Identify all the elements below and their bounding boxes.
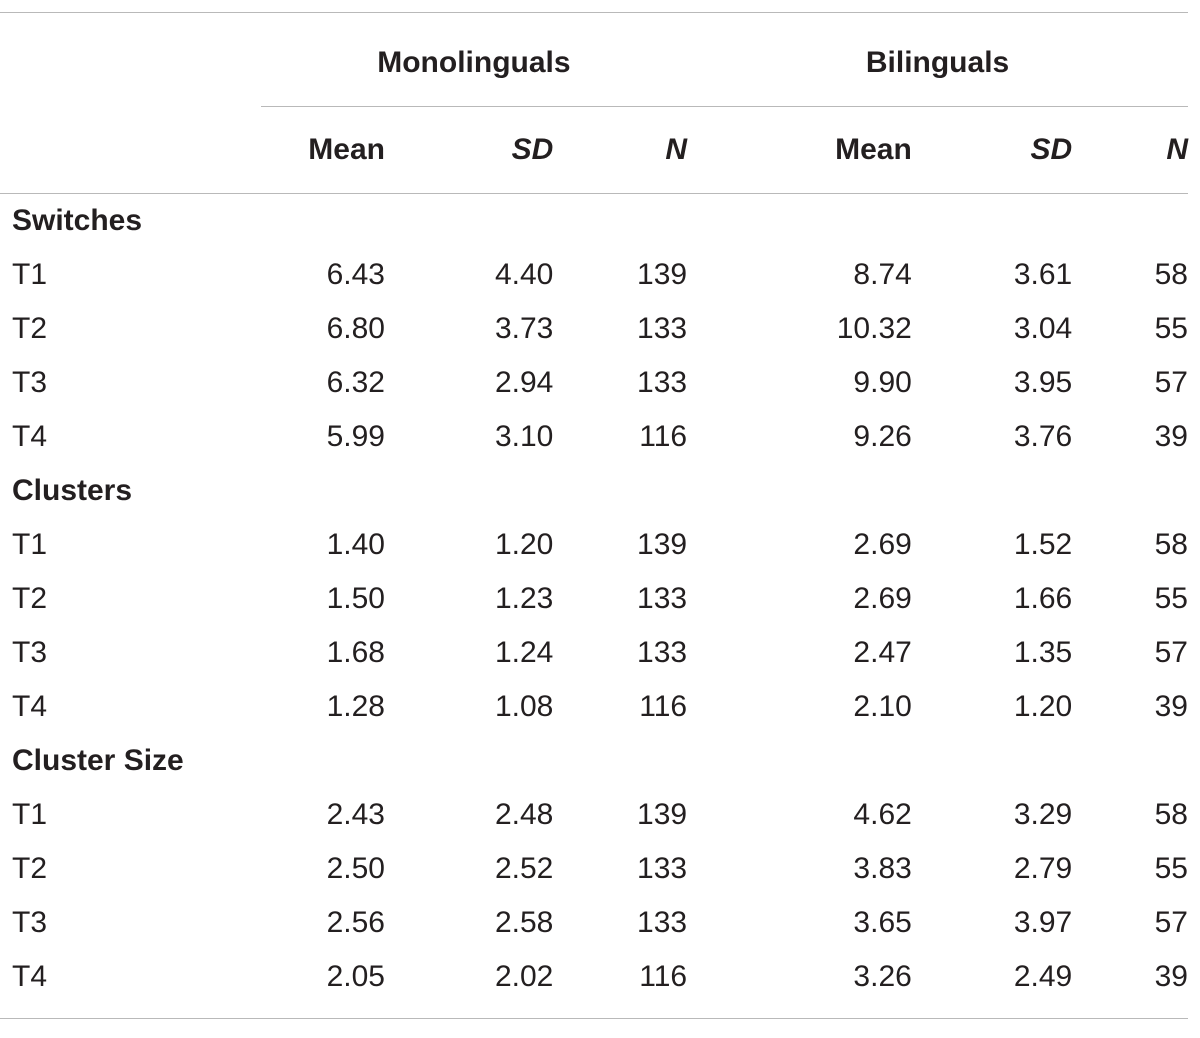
cell-bi-sd: 1.20 xyxy=(1013,690,1073,723)
cell-mono-n: 139 xyxy=(637,258,688,291)
cell-bi-sd: 2.49 xyxy=(1013,960,1073,993)
table-row xyxy=(0,626,1188,680)
cell-bi-sd: 2.79 xyxy=(1013,852,1073,885)
cell-mono-mean: 6.43 xyxy=(326,258,385,291)
cell-bi-mean: 9.26 xyxy=(853,420,912,453)
cell-bi-mean: 9.90 xyxy=(853,366,912,399)
cell-mono-n: 133 xyxy=(637,582,688,615)
column-header-row xyxy=(0,107,1188,194)
cell-bi-sd: 1.66 xyxy=(1013,582,1073,615)
empty-label-header xyxy=(0,107,261,194)
table-row xyxy=(0,788,1188,842)
cell-bi-n: 39 xyxy=(1154,960,1188,993)
cell-bi-n: 57 xyxy=(1154,366,1188,399)
section-title: Cluster Size xyxy=(12,744,184,777)
cell-mono-sd: 1.23 xyxy=(494,582,554,615)
cell-mono-mean: 2.43 xyxy=(326,798,385,831)
cell-bi-n: 55 xyxy=(1154,582,1188,615)
cell-bi-sd: 1.35 xyxy=(1013,636,1073,669)
cell-bi-mean: 2.69 xyxy=(853,582,912,615)
bottom-rule xyxy=(0,1004,1188,1019)
cell-bi-n: 58 xyxy=(1154,798,1188,831)
table-row xyxy=(0,410,1188,464)
cell-bi-mean: 2.69 xyxy=(853,528,912,561)
section-header-row xyxy=(0,194,1188,249)
group-header-monolinguals: Monolinguals xyxy=(261,13,687,107)
table-row xyxy=(0,896,1188,950)
row-label: T1 xyxy=(12,528,48,561)
table-header xyxy=(0,13,1188,194)
cell-mono-n: 116 xyxy=(639,690,688,723)
empty-corner-cell xyxy=(0,13,261,107)
row-label: T3 xyxy=(12,636,48,669)
group-header-row xyxy=(0,13,1188,107)
table-body xyxy=(0,194,1188,1019)
cell-mono-sd: 3.73 xyxy=(494,312,554,345)
row-label: T2 xyxy=(12,582,48,615)
table-row xyxy=(0,950,1188,1004)
column-header-bi-sd: SD xyxy=(912,107,1072,194)
cell-mono-n: 133 xyxy=(637,636,688,669)
row-label: T1 xyxy=(12,258,48,291)
cell-bi-mean: 2.10 xyxy=(853,690,912,723)
row-label: T3 xyxy=(12,366,48,399)
cell-bi-n: 39 xyxy=(1154,420,1188,453)
cell-bi-n: 58 xyxy=(1154,258,1188,291)
cell-mono-n: 116 xyxy=(639,420,688,453)
table-row xyxy=(0,356,1188,410)
cell-mono-mean: 1.50 xyxy=(326,582,385,615)
cell-mono-n: 133 xyxy=(637,312,688,345)
table-row xyxy=(0,248,1188,302)
cell-bi-mean: 3.65 xyxy=(853,906,912,939)
table-row xyxy=(0,302,1188,356)
cell-mono-mean: 1.28 xyxy=(326,690,385,723)
cell-mono-n: 133 xyxy=(637,906,688,939)
row-label: T4 xyxy=(12,960,48,993)
cell-bi-mean: 10.32 xyxy=(836,312,912,345)
cell-bi-sd: 1.52 xyxy=(1013,528,1073,561)
cell-bi-n: 55 xyxy=(1154,312,1188,345)
cell-mono-n: 139 xyxy=(637,798,688,831)
cell-mono-sd: 1.20 xyxy=(494,528,554,561)
cell-mono-sd: 2.52 xyxy=(494,852,554,885)
table-row xyxy=(0,572,1188,626)
row-label: T1 xyxy=(12,798,48,831)
table-row xyxy=(0,518,1188,572)
cell-mono-sd: 1.08 xyxy=(494,690,554,723)
cell-bi-n: 55 xyxy=(1154,852,1188,885)
cell-mono-mean: 2.50 xyxy=(326,852,385,885)
stats-table xyxy=(0,12,1188,1019)
cell-mono-sd: 3.10 xyxy=(494,420,554,453)
cell-bi-mean: 3.83 xyxy=(853,852,912,885)
row-label: T3 xyxy=(12,906,48,939)
cell-mono-mean: 2.05 xyxy=(326,960,385,993)
cell-mono-n: 133 xyxy=(637,366,688,399)
cell-mono-sd: 4.40 xyxy=(494,258,554,291)
cell-mono-sd: 2.58 xyxy=(494,906,554,939)
table-row xyxy=(0,680,1188,734)
cell-mono-n: 116 xyxy=(639,960,688,993)
cell-bi-n: 58 xyxy=(1154,528,1188,561)
section-header-row xyxy=(0,734,1188,788)
cell-mono-n: 139 xyxy=(637,528,688,561)
cell-bi-mean: 3.26 xyxy=(853,960,912,993)
row-label: T4 xyxy=(12,420,48,453)
column-header-bi-n: N xyxy=(1072,107,1188,194)
cell-bi-sd: 3.29 xyxy=(1013,798,1073,831)
cell-mono-n: 133 xyxy=(637,852,688,885)
table-row xyxy=(0,842,1188,896)
section-header-row xyxy=(0,464,1188,518)
cell-bi-mean: 4.62 xyxy=(853,798,912,831)
cell-bi-sd: 3.04 xyxy=(1013,312,1073,345)
section-title: Switches xyxy=(12,204,143,237)
row-label: T2 xyxy=(12,852,48,885)
cell-mono-sd: 1.24 xyxy=(494,636,554,669)
cell-bi-mean: 8.74 xyxy=(853,258,912,291)
cell-bi-mean: 2.47 xyxy=(853,636,912,669)
cell-mono-mean: 1.40 xyxy=(326,528,385,561)
cell-mono-mean: 5.99 xyxy=(326,420,385,453)
column-header-bi-mean: Mean xyxy=(687,107,912,194)
cell-bi-n: 57 xyxy=(1154,906,1188,939)
cell-bi-n: 57 xyxy=(1154,636,1188,669)
cell-bi-n: 39 xyxy=(1154,690,1188,723)
column-header-mono-sd: SD xyxy=(385,107,553,194)
cell-bi-sd: 3.95 xyxy=(1013,366,1073,399)
column-header-mono-mean: Mean xyxy=(261,107,385,194)
row-label: T4 xyxy=(12,690,48,723)
column-header-mono-n: N xyxy=(553,107,687,194)
cell-bi-sd: 3.76 xyxy=(1013,420,1073,453)
section-title: Clusters xyxy=(12,474,133,507)
cell-mono-mean: 6.80 xyxy=(326,312,385,345)
row-label: T2 xyxy=(12,312,48,345)
group-header-bilinguals: Bilinguals xyxy=(687,13,1188,107)
bottom-rule-row xyxy=(0,1004,1188,1019)
cell-mono-mean: 6.32 xyxy=(326,366,385,399)
cell-mono-mean: 2.56 xyxy=(326,906,385,939)
cell-mono-sd: 2.48 xyxy=(494,798,554,831)
cell-bi-sd: 3.61 xyxy=(1013,258,1073,291)
cell-bi-sd: 3.97 xyxy=(1013,906,1073,939)
cell-mono-sd: 2.02 xyxy=(494,960,554,993)
cell-mono-sd: 2.94 xyxy=(494,366,554,399)
cell-mono-mean: 1.68 xyxy=(326,636,385,669)
